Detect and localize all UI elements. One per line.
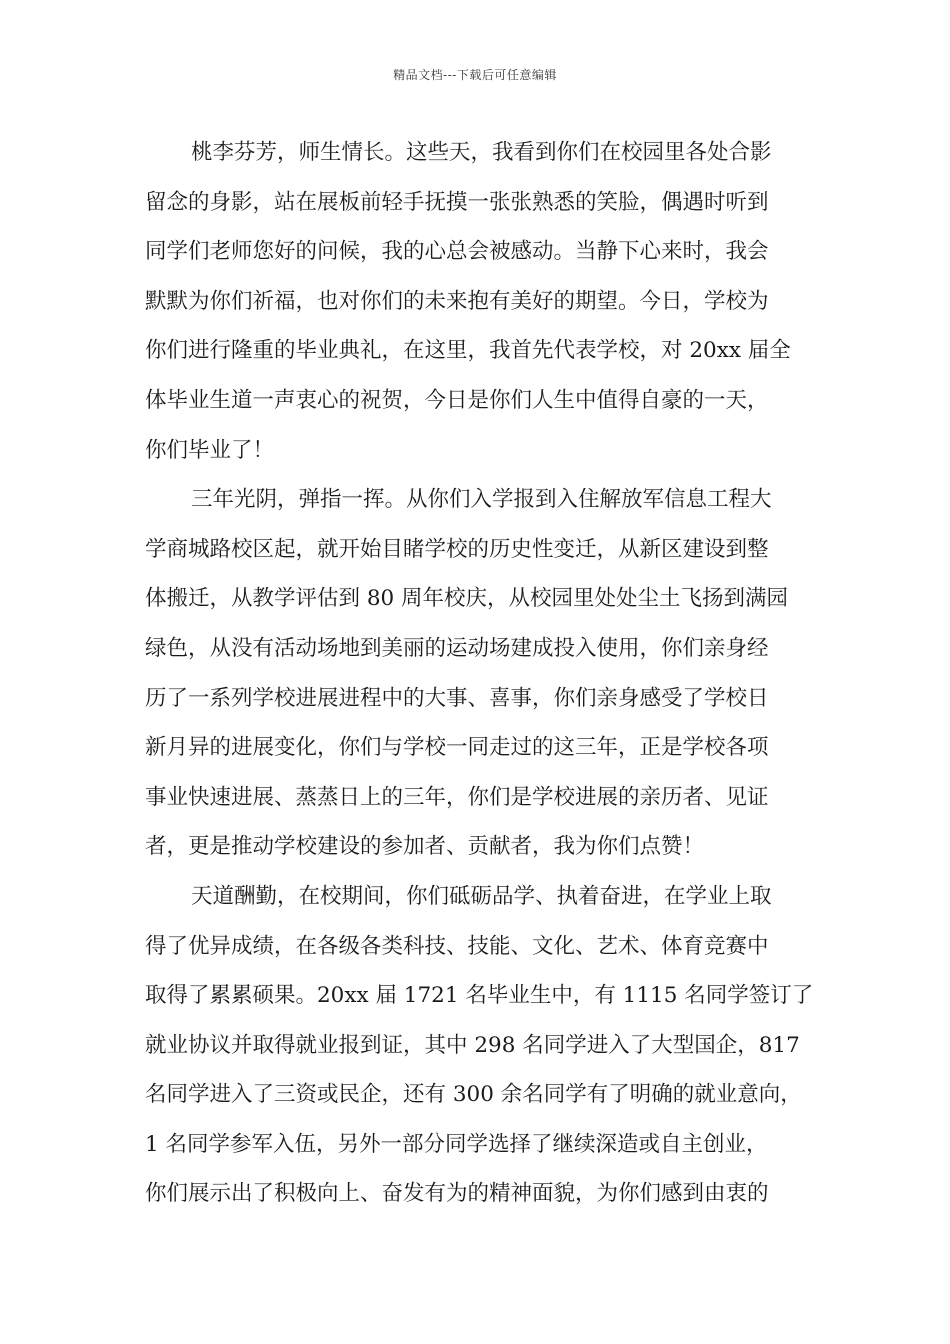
page-header: 精品文档---下载后可任意编辑 <box>393 68 557 82</box>
text-line: 你们毕业了！ <box>145 437 275 463</box>
text-line: 者，更是推动学校建设的参加者、贡献者，我为你们点赞！ <box>145 834 705 860</box>
text-line: 三年光阴，弹指一挥。从你们入学报到入住解放军信息工程大 <box>191 487 772 513</box>
text-line: 得了优异成绩，在各级各类科技、技能、文化、艺术、体育竞赛中 <box>145 933 769 959</box>
text-line: 1 名同学参军入伍，另外一部分同学选择了继续深造或自主创业， <box>145 1131 768 1157</box>
paragraph <box>145 872 817 1219</box>
text-line: 同学们老师您好的问候，我的心总会被感动。当静下心来时，我会 <box>145 239 769 265</box>
paragraph <box>145 128 817 475</box>
text-line: 新月异的进展变化，你们与学校一同走过的这三年，正是学校各项 <box>145 735 769 761</box>
text-line: 事业快速进展、蒸蒸日上的三年，你们是学校进展的亲历者、见证 <box>145 784 769 810</box>
text-line: 取得了累累硕果。20xx 届 1721 名毕业生中，有 1115 名同学签订了 <box>145 983 814 1009</box>
text-line: 你们进行隆重的毕业典礼，在这里，我首先代表学校，对 20xx 届全 <box>145 338 791 364</box>
paragraph <box>145 475 817 872</box>
document-body <box>145 128 817 1219</box>
text-line: 名同学进入了三资或民企，还有 300 余名同学有了明确的就业意向， <box>145 1082 802 1108</box>
text-line: 学商城路校区起，就开始目睹学校的历史性变迁，从新区建设到整 <box>145 536 769 562</box>
text-line: 体毕业生道一声衷心的祝贺，今日是你们人生中值得自豪的一天， <box>145 387 769 413</box>
text-line: 体搬迁，从教学评估到 80 周年校庆，从校园里处处尘土飞扬到满园 <box>145 586 789 612</box>
text-line: 你们展示出了积极向上、奋发有为的精神面貌，为你们感到由衷的 <box>145 1181 769 1207</box>
text-line: 默默为你们祈福，也对你们的未来抱有美好的期望。今日，学校为 <box>145 288 769 314</box>
text-line: 桃李芬芳，师生情长。这些天，我看到你们在校园里各处合影 <box>191 140 772 165</box>
text-line: 历了一系列学校进展进程中的大事、喜事，你们亲身感受了学校日 <box>145 685 769 711</box>
text-line: 就业协议并取得就业报到证，其中 298 名同学进入了大型国企，817 <box>145 1032 800 1058</box>
text-line: 留念的身影，站在展板前轻手抚摸一张张熟悉的笑脸，偶遇时听到 <box>145 189 769 215</box>
text-line: 天道酬勤，在校期间，你们砥砺品学、执着奋进，在学业上取 <box>191 883 772 909</box>
text-line: 绿色，从没有活动场地到美丽的运动场建成投入使用，你们亲身经 <box>145 635 769 661</box>
